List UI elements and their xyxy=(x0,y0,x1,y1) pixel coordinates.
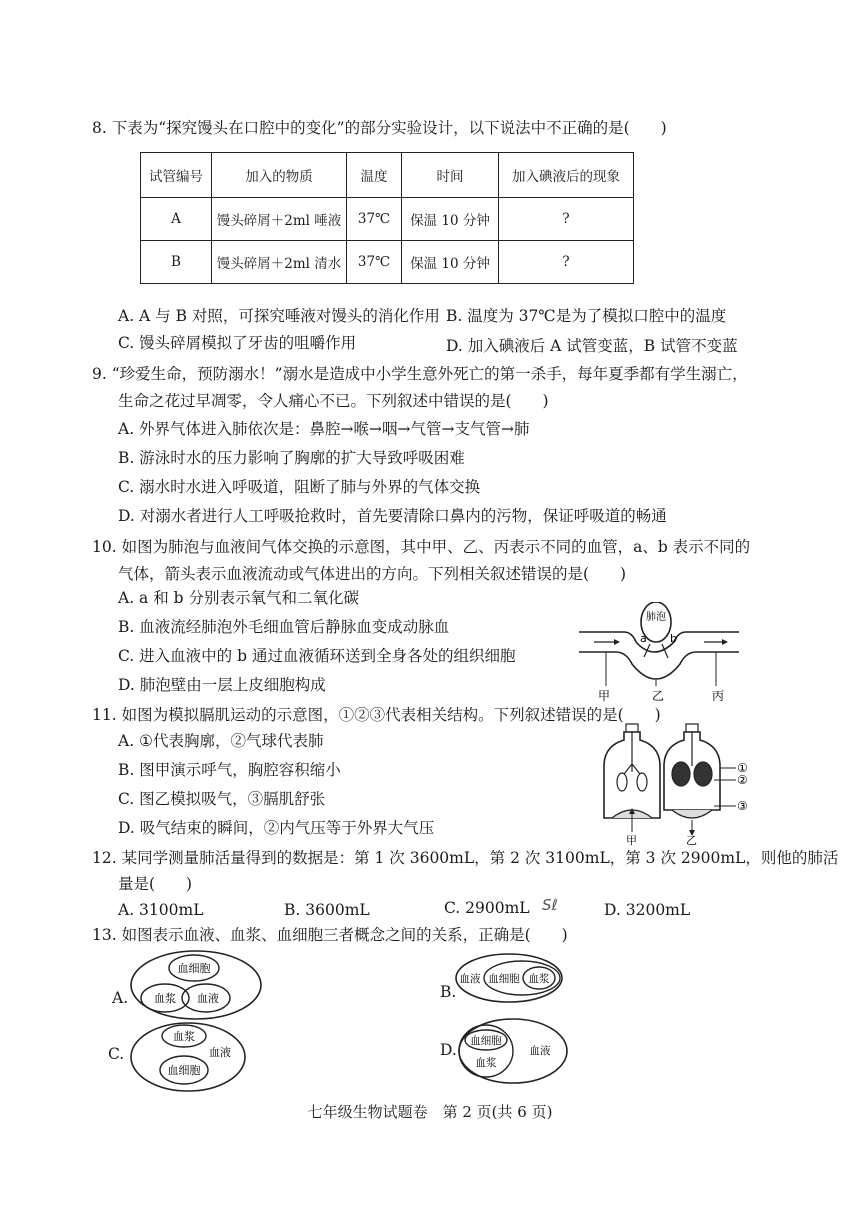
q12-stem-line1: 12. 某同学测量肺活量得到的数据是：第 1 次 3600mL，第 2 次 3100mL，第 3 次 2900mL，则他的肺活 xyxy=(92,849,839,867)
table-cell: 馒头碎屑＋2ml 唾液 xyxy=(212,198,347,241)
venn-a-plasma: 血浆 xyxy=(154,992,176,1005)
table-header-row xyxy=(141,153,634,198)
diaphragm-model-diagram xyxy=(602,722,752,846)
handwritten-note: Sℓ xyxy=(542,896,558,914)
q12-option-b: B. 3600mL xyxy=(284,901,370,919)
alveolus-gas-exchange-diagram xyxy=(574,602,744,702)
marker-2: ② xyxy=(737,773,748,787)
marker-1: ① xyxy=(737,761,748,775)
q9-option-d: D. 对溺水者进行人工呼吸抢救时，首先要清除口鼻内的污物，保证呼吸道的畅通 xyxy=(118,507,667,525)
q11-stem: 11. 如图为模拟膈肌运动的示意图，①②③代表相关结构。下列叙述错误的是( ) xyxy=(92,706,661,724)
col-header: 时间 xyxy=(402,153,499,198)
venn-b-blood-cells: 血细胞 xyxy=(488,973,520,985)
table-cell: 保温 10 分钟 xyxy=(402,198,499,241)
q13-venn-a xyxy=(128,948,264,1022)
q10-stem-line1: 10. 如图为肺泡与血液间气体交换的示意图，其中甲、乙、丙表示不同的血管，a、b 表示不同的 xyxy=(92,538,751,556)
q12-option-c: C. 2900mL xyxy=(444,899,530,917)
q8-stem: 8. 下表为“探究馒头在口腔中的变化”的部分实验设计，以下说法中不正确的是( ) xyxy=(92,119,667,137)
col-header: 加入的物质 xyxy=(212,153,347,198)
q8-option-c: C. 馒头碎屑模拟了牙齿的咀嚼作用 xyxy=(118,334,357,352)
q12-option-d: D. 3200mL xyxy=(604,901,691,919)
table-cell: 37℃ xyxy=(347,241,402,284)
q13-label-d: D. xyxy=(440,1041,457,1059)
model-jia-label: 甲 xyxy=(626,834,637,846)
venn-c-plasma: 血浆 xyxy=(173,1030,195,1043)
table-row xyxy=(141,198,634,241)
col-header: 温度 xyxy=(347,153,402,198)
venn-d-blood: 血液 xyxy=(529,1045,551,1057)
venn-b-blood: 血液 xyxy=(459,973,481,985)
q9-stem-line1: 9. “珍爱生命，预防溺水！”溺水是造成中小学生意外死亡的第一杀手，每年夏季都有学生溺亡， xyxy=(92,365,748,383)
q10-stem-line2: 气体，箭头表示血液流动或气体进出的方向。下列相关叙述错误的是( ) xyxy=(118,565,627,583)
table-cell: ? xyxy=(499,198,634,241)
table-cell: 馒头碎屑＋2ml 清水 xyxy=(212,241,347,284)
q11-option-c: C. 图乙模拟吸气，③膈肌舒张 xyxy=(118,790,326,808)
q10-option-b: B. 血液流经肺泡外毛细血管后静脉血变成动脉血 xyxy=(118,618,450,636)
q8-option-b: B. 温度为 37℃是为了模拟口腔中的温度 xyxy=(446,307,727,325)
venn-c-blood-cells: 血细胞 xyxy=(167,1064,201,1077)
vessel-jia-label: 甲 xyxy=(598,689,611,702)
q9-option-c: C. 溺水时水进入呼吸道，阻断了肺与外界的气体交换 xyxy=(118,478,481,496)
page-footer: 七年级生物试题卷 第 2 页(共 6 页) xyxy=(307,1103,553,1121)
table-cell: ? xyxy=(499,241,634,284)
q13-label-c: C. xyxy=(108,1045,125,1063)
q9-option-a: A. 外界气体进入肺依次是：鼻腔→喉→咽→气管→支气管→肺 xyxy=(118,420,530,438)
col-header: 加入碘液后的现象 xyxy=(499,153,634,198)
q13-venn-b xyxy=(454,952,564,1004)
q8-option-d: D. 加入碘液后 A 试管变蓝，B 试管不变蓝 xyxy=(446,337,738,355)
table-row xyxy=(141,241,634,284)
q11-option-d: D. 吸气结束的瞬间，②内气压等于外界大气压 xyxy=(118,819,435,837)
venn-a-blood-cells: 血细胞 xyxy=(177,962,211,975)
q10-option-c: C. 进入血液中的 b 通过血液循环送到全身各处的组织细胞 xyxy=(118,647,516,665)
gas-a-label: a xyxy=(640,632,647,645)
venn-c-blood: 血液 xyxy=(209,1046,231,1059)
q10-option-d: D. 肺泡壁由一层上皮细胞构成 xyxy=(118,676,326,694)
q11-option-a: A. ①代表胸廓，②气球代表肺 xyxy=(118,732,324,750)
q13-venn-d xyxy=(456,1016,570,1086)
model-yi-label: 乙 xyxy=(686,834,697,846)
vessel-yi-label: 乙 xyxy=(652,689,665,702)
q10-option-a: A. a 和 b 分别表示氧气和二氧化碳 xyxy=(118,589,359,607)
q12-option-a: A. 3100mL xyxy=(118,901,204,919)
q13-label-b: B. xyxy=(440,983,457,1001)
vessel-bing-label: 丙 xyxy=(712,689,725,702)
col-header: 试管编号 xyxy=(141,153,212,198)
table-cell: B xyxy=(141,241,212,284)
table-cell: 保温 10 分钟 xyxy=(402,241,499,284)
marker-3: ③ xyxy=(737,799,748,813)
venn-b-plasma: 血浆 xyxy=(528,973,550,985)
q9-stem-line2: 生命之花过早凋零，令人痛心不已。下列叙述中错误的是( ) xyxy=(118,392,549,410)
venn-d-plasma: 血浆 xyxy=(475,1057,497,1069)
q13-label-a: A. xyxy=(112,989,129,1007)
venn-a-blood: 血液 xyxy=(197,992,219,1005)
q8-option-a: A. A 与 B 对照，可探究唾液对馒头的消化作用 xyxy=(118,307,440,325)
gas-b-label: b xyxy=(670,632,677,645)
q13-stem: 13. 如图表示血液、血浆、血细胞三者概念之间的关系，正确是( ) xyxy=(92,926,568,944)
q12-stem-line2: 量是( ) xyxy=(118,875,193,893)
alveolus-label: 肺泡 xyxy=(646,612,666,623)
venn-d-blood-cells: 血细胞 xyxy=(470,1035,502,1047)
q8-experiment-table xyxy=(140,152,634,284)
table-cell: 37℃ xyxy=(347,198,402,241)
q11-option-b: B. 图甲演示呼气，胸腔容积缩小 xyxy=(118,761,341,779)
table-cell: A xyxy=(141,198,212,241)
q13-venn-c xyxy=(128,1020,248,1094)
q9-option-b: B. 游泳时水的压力影响了胸廓的扩大导致呼吸困难 xyxy=(118,449,465,467)
